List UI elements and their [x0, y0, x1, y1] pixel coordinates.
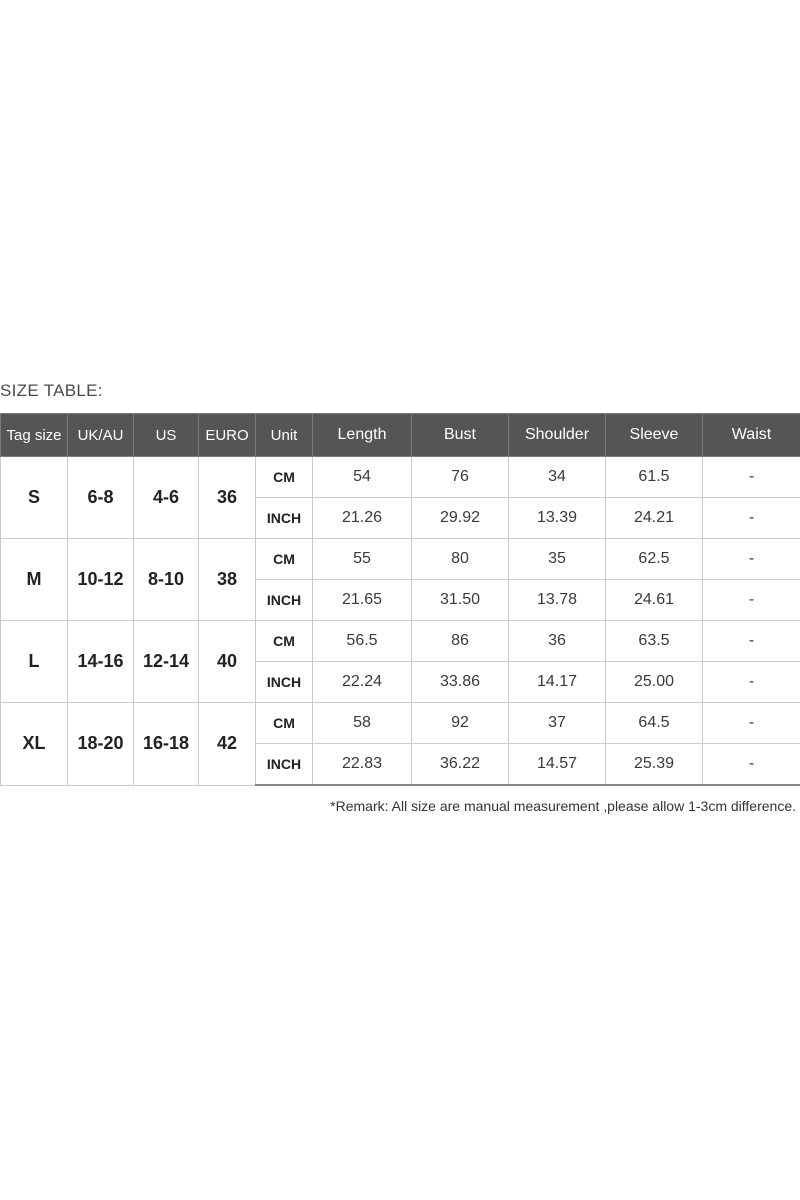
euro-cell: 36: [199, 457, 256, 539]
unit-cell: CM: [256, 703, 313, 744]
waist-cell: -: [703, 457, 800, 498]
table-row: [1, 621, 800, 662]
header-shoulder: Shoulder: [509, 414, 606, 457]
length-cell: 22.24: [313, 662, 412, 703]
bust-cell: 33.86: [412, 662, 509, 703]
shoulder-cell: 34: [509, 457, 606, 498]
shoulder-cell: 13.78: [509, 580, 606, 621]
length-cell: 56.5: [313, 621, 412, 662]
length-cell: 54: [313, 457, 412, 498]
us-cell: 8-10: [134, 539, 199, 621]
us-cell: 12-14: [134, 621, 199, 703]
waist-cell: -: [703, 744, 800, 786]
unit-cell: CM: [256, 621, 313, 662]
uk-au-cell: 6-8: [68, 457, 134, 539]
waist-cell: -: [703, 621, 800, 662]
unit-cell: INCH: [256, 662, 313, 703]
remark-note: *Remark: All size are manual measurement ,please allow 1-3cm difference.: [330, 798, 796, 814]
header-unit: Unit: [256, 414, 313, 457]
unit-cell: CM: [256, 539, 313, 580]
shoulder-cell: 13.39: [509, 498, 606, 539]
length-cell: 21.26: [313, 498, 412, 539]
waist-cell: -: [703, 580, 800, 621]
table-row: [1, 539, 800, 580]
header-uk-au: UK/AU: [68, 414, 134, 457]
size-table: [0, 413, 800, 786]
us-cell: 16-18: [134, 703, 199, 786]
header-row: [1, 414, 800, 457]
header-sleeve: Sleeve: [606, 414, 703, 457]
header-length: Length: [313, 414, 412, 457]
bust-cell: 86: [412, 621, 509, 662]
length-cell: 58: [313, 703, 412, 744]
length-cell: 55: [313, 539, 412, 580]
sleeve-cell: 24.61: [606, 580, 703, 621]
header-tag-size: Tag size: [1, 414, 68, 457]
shoulder-cell: 14.17: [509, 662, 606, 703]
waist-cell: -: [703, 662, 800, 703]
uk-au-cell: 10-12: [68, 539, 134, 621]
sleeve-cell: 25.00: [606, 662, 703, 703]
length-cell: 21.65: [313, 580, 412, 621]
unit-cell: INCH: [256, 744, 313, 786]
length-cell: 22.83: [313, 744, 412, 786]
tag-size-cell: XL: [1, 703, 68, 786]
tag-size-cell: M: [1, 539, 68, 621]
shoulder-cell: 36: [509, 621, 606, 662]
unit-cell: CM: [256, 457, 313, 498]
sleeve-cell: 25.39: [606, 744, 703, 786]
euro-cell: 42: [199, 703, 256, 786]
bust-cell: 29.92: [412, 498, 509, 539]
header-euro: EURO: [199, 414, 256, 457]
bust-cell: 31.50: [412, 580, 509, 621]
uk-au-cell: 18-20: [68, 703, 134, 786]
euro-cell: 40: [199, 621, 256, 703]
bust-cell: 36.22: [412, 744, 509, 786]
header-bust: Bust: [412, 414, 509, 457]
bust-cell: 76: [412, 457, 509, 498]
tag-size-cell: S: [1, 457, 68, 539]
shoulder-cell: 14.57: [509, 744, 606, 786]
tag-size-cell: L: [1, 621, 68, 703]
table-row: [1, 703, 800, 744]
table-row: [1, 457, 800, 498]
sleeve-cell: 64.5: [606, 703, 703, 744]
sleeve-cell: 62.5: [606, 539, 703, 580]
header-us: US: [134, 414, 199, 457]
header-waist: Waist: [703, 414, 800, 457]
sleeve-cell: 24.21: [606, 498, 703, 539]
size-table-title: SIZE TABLE:: [0, 381, 103, 400]
us-cell: 4-6: [134, 457, 199, 539]
euro-cell: 38: [199, 539, 256, 621]
waist-cell: -: [703, 539, 800, 580]
shoulder-cell: 37: [509, 703, 606, 744]
bust-cell: 80: [412, 539, 509, 580]
sleeve-cell: 63.5: [606, 621, 703, 662]
uk-au-cell: 14-16: [68, 621, 134, 703]
waist-cell: -: [703, 703, 800, 744]
shoulder-cell: 35: [509, 539, 606, 580]
bust-cell: 92: [412, 703, 509, 744]
sleeve-cell: 61.5: [606, 457, 703, 498]
unit-cell: INCH: [256, 580, 313, 621]
unit-cell: INCH: [256, 498, 313, 539]
waist-cell: -: [703, 498, 800, 539]
